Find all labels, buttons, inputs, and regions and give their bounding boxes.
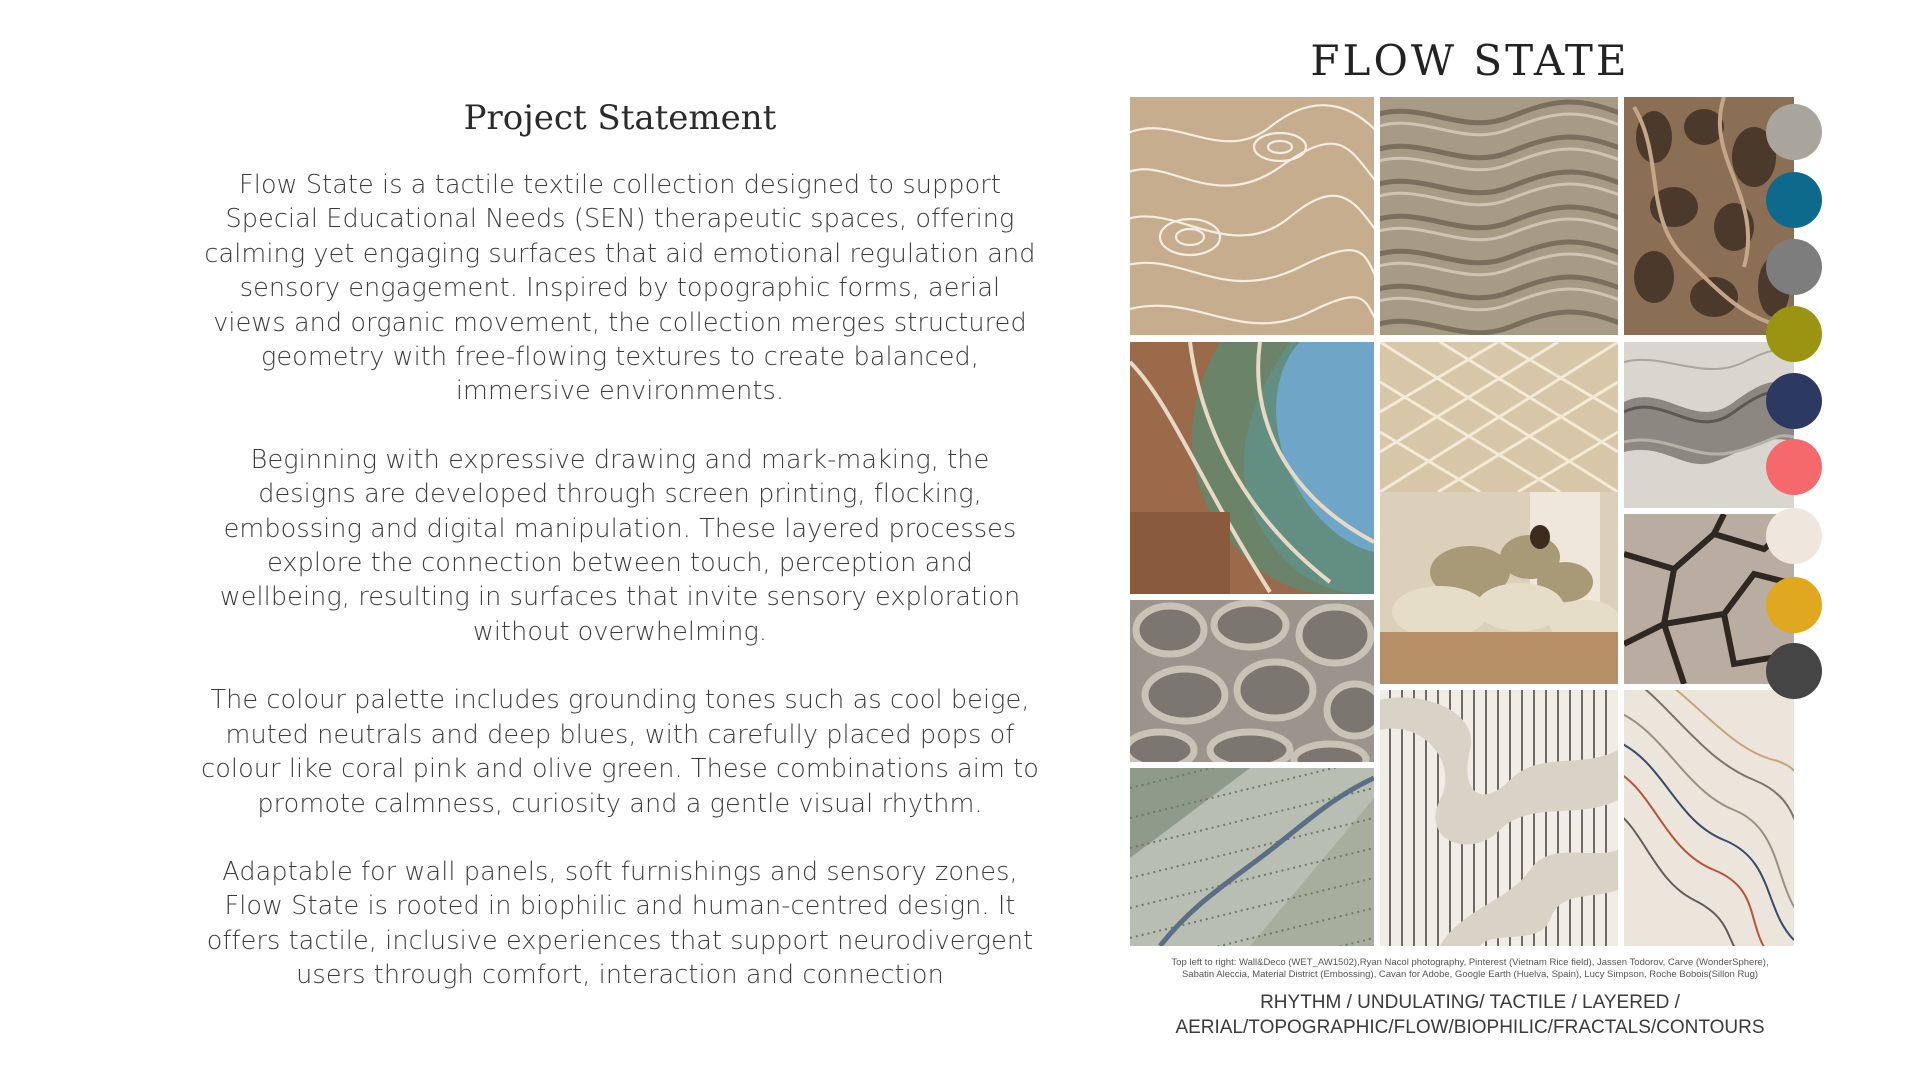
statement-paragraph: Flow State is a tactile textile collection designed to support Special Educational Needs (SEN) therapeutic spaces, offering calming yet engaging surfaces that aid emotional regulation and sensory engagement. Inspired by topographic forms, aerial views and organic movement, the collection merges structured geometry with free-flowing textures to create balanced, immersive environments. xyxy=(204,170,1036,407)
moodboard-image-embossed-cells xyxy=(1130,600,1374,762)
palette-swatch xyxy=(1766,643,1822,699)
palette-swatch xyxy=(1766,306,1822,362)
credits-line: Sabatin Aleccia, Material District (Embossing), Cavan for Adobe, Google Earth (Huelva, Spain), Lucy Simpson, Roche Bobois(Sillon Rug) xyxy=(1181,969,1759,980)
moodboard-image-textured-waves xyxy=(1624,342,1794,508)
moodboard-image-sand-dunes xyxy=(1380,97,1618,335)
moodboard-image-tactile-rug xyxy=(1380,690,1618,946)
project-statement-body xyxy=(200,168,1040,1027)
palette-swatch xyxy=(1766,104,1822,160)
moodboard-image-aerial-farmland xyxy=(1130,768,1374,946)
moodboard-image-contour-rug xyxy=(1624,690,1794,946)
keywords-line: AERIAL/TOPOGRAPHIC/FLOW/BIOPHILIC/FRACTALS/CONTOURS xyxy=(1175,1017,1765,1038)
statement-paragraph: The colour palette includes grounding tones such as cool beige, muted neutrals and deep blues, with carefully placed pops of colour like coral pink and olive green. These combinations aim to promote calmness, curiosity and a gentle visual rhythm. xyxy=(201,685,1039,819)
palette-swatch xyxy=(1766,577,1822,633)
palette-swatch xyxy=(1766,172,1822,228)
palette-swatch xyxy=(1766,373,1822,429)
moodboard-image-sensory-net-room xyxy=(1380,342,1618,684)
project-statement-heading: Project Statement xyxy=(463,98,777,138)
palette-swatch xyxy=(1766,239,1822,295)
image-credits xyxy=(1130,957,1810,981)
moodboard-image-salt-ponds xyxy=(1130,342,1374,594)
statement-paragraph: Beginning with expressive drawing and mark-making, the designs are developed through screen printing, flocking, embossing and digital manipulation. These layered processes explore the connection between touch, perception and wellbeing, resulting in surfaces that invite sensory exploration without overwhelming. xyxy=(219,444,1021,647)
moodboard-keywords xyxy=(1130,990,1810,1040)
keywords-line: RHYTHM / UNDULATING/ TACTILE / LAYERED / xyxy=(1260,992,1680,1013)
credits-line: Top left to right: Wall&Deco (WET_AW1502),Ryan Nacol photography, Pinterest (Vietnam Rice field), Jassen Todorov, Carve (WonderSphere), xyxy=(1171,957,1769,968)
palette-swatch xyxy=(1766,439,1822,495)
moodboard-title: FLOW STATE xyxy=(1310,36,1630,85)
palette-swatch xyxy=(1766,508,1822,564)
moodboard-image-topographic-panel xyxy=(1130,97,1374,335)
statement-paragraph: Adaptable for wall panels, soft furnishings and sensory zones, Flow State is rooted in biophilic and human-centred design. It offers tactile, inclusive experiences that support neurodivergent users through comfort, interaction and connection xyxy=(206,856,1034,991)
